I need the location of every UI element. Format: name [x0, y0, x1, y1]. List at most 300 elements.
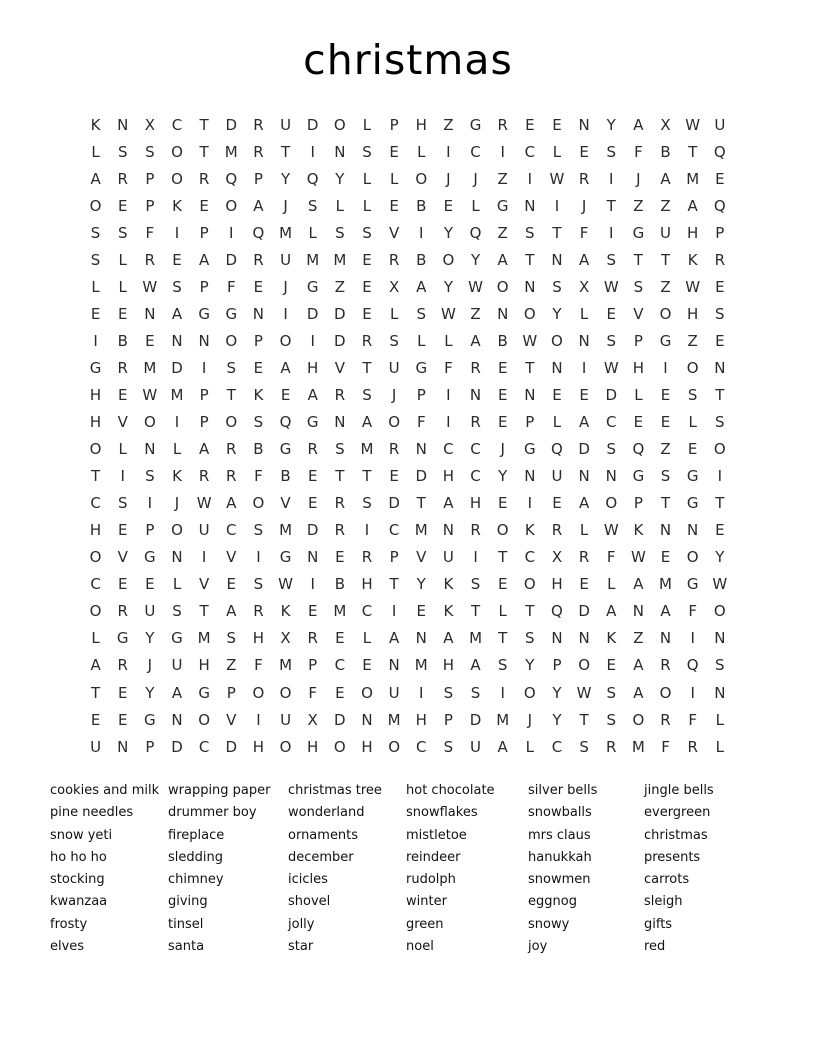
grid-letter: Q	[551, 602, 563, 621]
grid-letter: W	[712, 575, 728, 594]
grid-letter: E	[606, 304, 616, 323]
grid-letter: P	[389, 115, 399, 134]
grid-letter: F	[226, 277, 236, 296]
grid-letter: H	[198, 656, 210, 675]
grid-letter: B	[334, 575, 345, 594]
word-list-item: elves	[50, 939, 85, 955]
word-list-item: sleigh	[644, 894, 683, 910]
grid-letter: A	[388, 629, 400, 648]
grid-letter: T	[389, 575, 399, 594]
grid-letter: V	[117, 413, 128, 432]
grid-letter: S	[687, 385, 698, 404]
word-list-item: snow yeti	[50, 827, 113, 843]
grid-letter: U	[90, 737, 102, 756]
grid-letter: G	[144, 548, 156, 567]
grid-letter: A	[171, 683, 183, 702]
grid-letter: E	[117, 385, 128, 404]
grid-letter: R	[226, 467, 237, 486]
grid-letter: R	[253, 602, 264, 621]
grid-letter: I	[391, 602, 397, 621]
grid-letter: E	[199, 196, 209, 215]
word-list-item: wrapping paper	[168, 783, 271, 798]
grid-letter: H	[687, 304, 699, 323]
grid-letter: O	[713, 602, 726, 621]
grid-letter: R	[144, 250, 156, 269]
grid-letter: G	[632, 467, 645, 486]
grid-letter: E	[660, 385, 671, 404]
grid-letter: R	[334, 494, 346, 513]
grid-letter: S	[497, 656, 508, 675]
grid-letter: A	[307, 385, 318, 404]
grid-letter: I	[256, 710, 261, 729]
grid-letter: P	[145, 196, 155, 215]
grid-letter: K	[443, 575, 454, 594]
grid-letter: N	[469, 385, 482, 404]
grid-letter: S	[145, 142, 155, 161]
grid-letter: O	[89, 440, 102, 459]
grid-letter: L	[552, 142, 562, 161]
grid-letter: T	[335, 467, 345, 486]
grid-letter: H	[89, 413, 102, 432]
grid-letter: Y	[145, 683, 155, 702]
grid-letter: S	[90, 223, 101, 242]
grid-letter: J	[283, 196, 288, 215]
grid-letter: E	[362, 250, 372, 269]
word-list-item: hot chocolate	[406, 783, 495, 798]
grid-letter: Z	[443, 115, 454, 134]
grid-letter: E	[307, 467, 318, 486]
word-list-item: sledding	[168, 849, 223, 865]
grid-letter: A	[280, 358, 291, 377]
word-list-item: christmas tree	[288, 783, 382, 798]
grid-letter: I	[446, 385, 451, 404]
grid-letter: O	[523, 683, 536, 702]
grid-letter: H	[252, 629, 265, 648]
grid-letter: U	[551, 467, 563, 486]
grid-letter: A	[633, 575, 644, 594]
grid-letter: R	[660, 656, 671, 675]
grid-letter: T	[199, 115, 209, 134]
grid-letter: P	[416, 385, 426, 404]
grid-letter: N	[714, 683, 726, 702]
grid-letter: G	[225, 304, 238, 323]
grid-letter: E	[362, 304, 372, 323]
grid-letter: E	[307, 494, 318, 513]
grid-letter: S	[606, 142, 616, 161]
grid-letter: I	[446, 142, 451, 161]
grid-letter: A	[578, 413, 590, 432]
grid-letter: H	[361, 575, 373, 594]
grid-letter: L	[579, 521, 589, 540]
grid-letter: B	[280, 467, 291, 486]
grid-letter: U	[280, 710, 292, 729]
grid-letter: I	[419, 683, 424, 702]
word-list-item: santa	[168, 939, 205, 955]
grid-letter: N	[144, 304, 156, 323]
grid-letter: R	[388, 440, 400, 459]
grid-letter: T	[498, 629, 508, 648]
grid-letter: N	[171, 548, 183, 567]
grid-letter: T	[362, 358, 372, 377]
grid-letter: R	[388, 250, 400, 269]
grid-letter: E	[443, 196, 454, 215]
grid-letter: W	[549, 169, 565, 188]
grid-letter: G	[306, 277, 319, 296]
grid-letter: E	[117, 196, 128, 215]
grid-letter: O	[659, 683, 672, 702]
grid-letter: N	[144, 440, 156, 459]
grid-letter: I	[690, 683, 695, 702]
grid-letter: O	[89, 602, 102, 621]
word-list-item: eggnog	[528, 894, 577, 910]
grid-letter: P	[389, 548, 399, 567]
grid-letter: E	[715, 277, 725, 296]
grid-letter: H	[442, 467, 455, 486]
word-list-item: winter	[406, 894, 447, 910]
grid-letter: F	[444, 358, 453, 377]
grid-letter: K	[443, 602, 454, 621]
grid-letter: S	[145, 467, 155, 486]
grid-letter: I	[283, 304, 288, 323]
grid-letter: I	[310, 331, 315, 350]
grid-letter: Q	[551, 440, 563, 459]
grid-letter: J	[581, 196, 587, 215]
grid-letter: I	[609, 223, 614, 242]
word-list-item: snowballs	[528, 805, 592, 821]
grid-letter: R	[551, 521, 563, 540]
grid-letter: F	[606, 548, 616, 567]
grid-letter: X	[551, 548, 563, 567]
grid-letter: D	[605, 385, 618, 404]
word-list-item: cookies and milk	[50, 783, 160, 798]
grid-letter: A	[90, 656, 101, 675]
grid-letter: I	[527, 494, 533, 513]
word-list-item: gifts	[644, 916, 673, 932]
grid-letter: I	[310, 575, 315, 594]
grid-letter: C	[90, 575, 101, 594]
word-list-item: pine needles	[50, 805, 134, 821]
grid-letter: E	[145, 575, 155, 594]
grid-letter: R	[578, 169, 590, 188]
grid-letter: P	[226, 683, 236, 702]
grid-letter: E	[253, 277, 264, 296]
grid-letter: C	[606, 413, 617, 432]
word-list-item: frosty	[50, 916, 88, 932]
grid-letter: J	[527, 710, 533, 729]
grid-letter: G	[469, 115, 482, 134]
grid-letter: M	[333, 250, 347, 269]
grid-letter: E	[497, 575, 508, 594]
grid-letter: R	[198, 169, 210, 188]
grid-letter: E	[497, 494, 508, 513]
grid-letter: Z	[633, 629, 644, 648]
grid-letter: W	[142, 385, 158, 404]
grid-letter: Q	[279, 413, 292, 432]
grid-letter: A	[497, 250, 508, 269]
grid-letter: U	[714, 115, 726, 134]
grid-letter: C	[551, 737, 563, 756]
grid-letter: J	[500, 440, 505, 459]
grid-letter: O	[89, 196, 102, 215]
grid-letter: T	[90, 683, 101, 702]
grid-letter: D	[306, 304, 319, 323]
grid-letter: R	[226, 440, 237, 459]
grid-letter: I	[446, 413, 451, 432]
grid-letter: Y	[552, 710, 562, 729]
grid-letter: N	[252, 304, 265, 323]
grid-letter: N	[659, 629, 672, 648]
grid-letter: M	[387, 710, 401, 729]
grid-letter: R	[198, 467, 210, 486]
grid-letter: G	[496, 196, 509, 215]
grid-letter: F	[145, 223, 155, 242]
word-list-item: carrots	[644, 872, 690, 888]
grid-letter: D	[334, 710, 346, 729]
grid-letter: D	[225, 115, 238, 134]
grid-letter: D	[225, 737, 238, 756]
grid-letter: M	[224, 142, 238, 161]
word-list-column	[50, 780, 168, 958]
word-list-item: green	[406, 916, 444, 932]
word-list-item: noel	[406, 939, 434, 955]
grid-letter: O	[171, 169, 183, 188]
grid-letter: K	[606, 629, 617, 648]
grid-letter: I	[174, 223, 180, 242]
grid-letter: J	[473, 169, 478, 188]
grid-letter: O	[632, 710, 645, 729]
grid-letter: S	[117, 494, 128, 513]
word-list-item: red	[644, 939, 666, 955]
grid-letter: I	[364, 521, 370, 540]
grid-letter: Z	[470, 304, 481, 323]
grid-letter: E	[606, 656, 616, 675]
grid-letter: D	[225, 250, 238, 269]
grid-letter: P	[199, 277, 209, 296]
grid-letter: G	[686, 575, 699, 594]
grid-letter: G	[306, 413, 319, 432]
grid-letter: S	[253, 575, 264, 594]
grid-letter: S	[443, 683, 454, 702]
grid-letter: M	[414, 656, 428, 675]
grid-letter: A	[687, 196, 698, 215]
grid-letter: E	[525, 115, 535, 134]
word-list-item: snowflakes	[406, 805, 478, 821]
grid-letter: E	[389, 467, 399, 486]
grid-letter: S	[715, 413, 725, 432]
grid-letter: H	[442, 656, 455, 675]
grid-letter: O	[659, 304, 672, 323]
grid-letter: L	[634, 385, 643, 404]
grid-letter: P	[633, 494, 643, 513]
grid-letter: O	[415, 169, 428, 188]
grid-letter: E	[117, 683, 128, 702]
grid-letter: I	[609, 169, 614, 188]
grid-letter: E	[335, 548, 345, 567]
grid-letter: I	[500, 142, 505, 161]
grid-letter: E	[497, 385, 508, 404]
word-list-item: ornaments	[288, 827, 359, 843]
grid-letter: O	[578, 656, 590, 675]
grid-letter: E	[715, 521, 725, 540]
grid-letter: T	[606, 196, 616, 215]
grid-letter: J	[174, 494, 180, 513]
grid-letter: U	[198, 521, 210, 540]
grid-letter: S	[470, 683, 481, 702]
grid-letter: F	[688, 710, 697, 729]
grid-letter: H	[252, 737, 265, 756]
grid-letter: N	[524, 467, 536, 486]
grid-letter: U	[442, 548, 454, 567]
grid-letter: R	[470, 413, 481, 432]
word-list-item: mrs claus	[528, 827, 591, 843]
grid-letter: P	[253, 169, 263, 188]
grid-letter: Z	[334, 277, 345, 296]
grid-letter: I	[229, 223, 234, 242]
grid-letter: A	[199, 250, 210, 269]
grid-letter: T	[416, 494, 426, 513]
grid-letter: Y	[145, 629, 155, 648]
word-list-item: snowy	[528, 916, 570, 932]
word-list-item: evergreen	[644, 805, 711, 821]
grid-letter: N	[714, 629, 726, 648]
grid-letter: U	[280, 250, 292, 269]
grid-letter: T	[498, 548, 508, 567]
grid-letter: X	[144, 115, 155, 134]
grid-letter: M	[170, 385, 184, 404]
word-list-item: drummer boy	[168, 805, 257, 821]
grid-letter: E	[552, 115, 562, 134]
grid-letter: R	[714, 250, 726, 269]
grid-letter: O	[361, 683, 373, 702]
grid-letter: R	[660, 710, 671, 729]
grid-letter: E	[362, 277, 372, 296]
grid-letter: K	[172, 467, 182, 486]
grid-letter: S	[362, 385, 372, 404]
grid-letter: K	[633, 521, 644, 540]
grid-letter: L	[91, 142, 100, 161]
grid-letter: M	[659, 575, 672, 594]
grid-letter: C	[334, 656, 346, 675]
grid-letter: E	[226, 575, 237, 594]
grid-letter: I	[201, 548, 207, 567]
grid-letter: R	[578, 548, 590, 567]
grid-letter: C	[443, 440, 454, 459]
grid-letter: E	[552, 385, 562, 404]
grid-letter: B	[117, 331, 128, 350]
grid-letter: Y	[416, 575, 426, 594]
grid-letter: R	[361, 331, 373, 350]
grid-letter: P	[308, 656, 318, 675]
grid-letter: S	[307, 196, 318, 215]
grid-letter: P	[199, 385, 209, 404]
word-list-item: tinsel	[168, 916, 204, 932]
grid-letter: T	[199, 142, 209, 161]
grid-letter: U	[660, 223, 672, 242]
grid-letter: B	[497, 331, 508, 350]
grid-letter: Z	[497, 223, 508, 242]
puzzle-title: christmas	[303, 36, 513, 84]
grid-letter: I	[174, 413, 180, 432]
grid-letter: I	[120, 467, 125, 486]
word-list-item: silver bells	[528, 783, 598, 798]
grid-letter: O	[713, 440, 726, 459]
grid-letter: V	[117, 548, 128, 567]
grid-letter: R	[687, 737, 698, 756]
grid-letter: N	[659, 521, 672, 540]
grid-letter: V	[388, 223, 400, 242]
grid-letter: R	[253, 115, 264, 134]
grid-letter: H	[361, 737, 373, 756]
grid-letter: W	[142, 277, 158, 296]
grid-letter: D	[578, 440, 590, 459]
word-list-column	[168, 780, 288, 958]
grid-letter: H	[415, 115, 427, 134]
grid-letter: E	[117, 521, 128, 540]
grid-letter: S	[715, 656, 725, 675]
grid-letter: P	[145, 737, 155, 756]
grid-letter: T	[579, 710, 589, 729]
grid-letter: T	[633, 250, 643, 269]
grid-letter: W	[196, 494, 212, 513]
grid-letter: D	[334, 304, 346, 323]
grid-letter: E	[416, 602, 426, 621]
grid-letter: S	[226, 358, 237, 377]
grid-letter: Q	[686, 656, 699, 675]
grid-letter: M	[197, 629, 211, 648]
grid-letter: R	[334, 385, 346, 404]
grid-letter: E	[389, 142, 399, 161]
grid-letter: E	[497, 358, 508, 377]
grid-letter: P	[145, 169, 155, 188]
grid-letter: L	[118, 250, 127, 269]
grid-letter: S	[606, 440, 616, 459]
grid-letter: G	[279, 548, 292, 567]
grid-letter: O	[333, 115, 346, 134]
grid-letter: R	[253, 250, 264, 269]
grid-letter: G	[144, 710, 156, 729]
grid-letter: I	[147, 494, 153, 513]
grid-letter: S	[633, 277, 644, 296]
grid-letter: H	[415, 710, 427, 729]
word-list-item: december	[288, 849, 354, 865]
grid-letter: A	[633, 656, 644, 675]
grid-letter: L	[525, 737, 534, 756]
grid-letter: H	[551, 575, 563, 594]
grid-letter: D	[171, 737, 183, 756]
grid-letter: N	[117, 115, 129, 134]
grid-letter: O	[605, 494, 618, 513]
grid-letter: L	[552, 413, 562, 432]
grid-letter: N	[578, 467, 590, 486]
grid-letter: L	[607, 575, 616, 594]
word-list	[50, 780, 770, 958]
grid-letter: A	[633, 683, 644, 702]
grid-letter: N	[497, 304, 509, 323]
grid-letter: P	[199, 223, 209, 242]
grid-letter: A	[470, 331, 481, 350]
grid-letter: O	[496, 521, 509, 540]
word-list-item: chimney	[168, 872, 224, 888]
grid-letter: Y	[498, 467, 508, 486]
grid-letter: L	[91, 629, 100, 648]
word-search-grid	[82, 111, 733, 760]
grid-letter: S	[525, 629, 535, 648]
grid-letter: F	[579, 223, 589, 242]
grid-letter: V	[416, 548, 427, 567]
grid-letter: G	[89, 358, 102, 377]
grid-letter: C	[524, 142, 536, 161]
grid-letter: N	[524, 385, 536, 404]
